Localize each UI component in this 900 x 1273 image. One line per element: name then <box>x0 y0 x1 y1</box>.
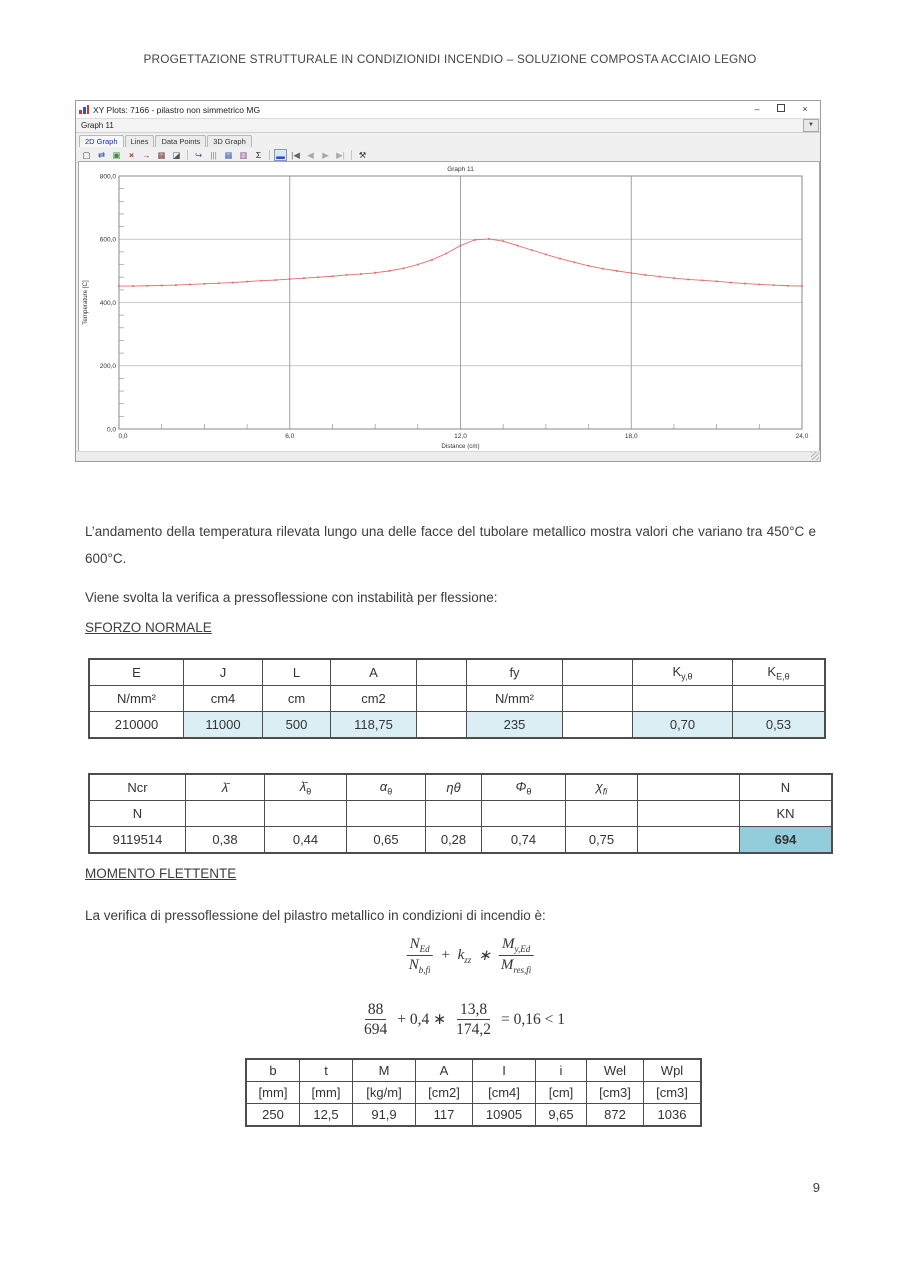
cell-sforzo-r2c2: 500 <box>263 712 331 739</box>
tab-lines[interactable]: Lines <box>125 135 155 147</box>
cell-sforzo-r2c3: 118,75 <box>331 712 417 739</box>
cell-profilo-r1c6: [cm3] <box>587 1082 644 1104</box>
cell-sforzo-r2c7: 0,70 <box>633 712 733 739</box>
cell-profilo-r0c0: b <box>246 1059 300 1082</box>
cell-sforzo-r1c0: N/mm² <box>89 686 184 712</box>
cell-sforzo-r1c6 <box>563 686 633 712</box>
cell-profilo-r0c5: i <box>536 1059 587 1082</box>
cell-instabilita-r2c8: 694 <box>740 827 833 854</box>
cell-instabilita-r1c0: N <box>89 801 186 827</box>
cell-sforzo-r1c1: cm4 <box>184 686 263 712</box>
svg-text:0,0: 0,0 <box>118 433 128 440</box>
plus-operator: + <box>440 947 451 964</box>
restore-button[interactable] <box>769 102 793 117</box>
save-graph-icon[interactable]: ▣ <box>112 149 121 160</box>
cell-profilo-r1c0: [mm] <box>246 1082 300 1104</box>
cell-instabilita-r0c7 <box>638 774 740 801</box>
cell-instabilita-r1c8: KN <box>740 801 833 827</box>
xy-plot-chart <box>79 162 819 453</box>
svg-text:18,0: 18,0 <box>624 433 638 440</box>
cell-instabilita-r0c4: ηθ <box>426 774 482 801</box>
cell-profilo-r2c3: 117 <box>416 1104 473 1127</box>
tools-icon[interactable]: ⚒ <box>358 149 367 160</box>
cell-instabilita-r0c1: λ̄ <box>186 774 265 801</box>
cell-profilo-r0c4: I <box>473 1059 536 1082</box>
graph-selector-dropdown-icon[interactable]: ▼ <box>803 119 819 132</box>
cell-sforzo-r0c1: J <box>184 659 263 686</box>
fraction-M: $\frac{M_{y,Ed}}{M_{res,fi}}$ <box>500 936 532 976</box>
cell-sforzo-r1c7 <box>633 686 733 712</box>
prev-point-icon[interactable]: ◀ <box>307 149 314 160</box>
svg-text:24,0: 24,0 <box>795 433 809 440</box>
formula-result: = 0,16 < 1 <box>501 1010 565 1028</box>
next-point-icon[interactable]: ▶ <box>322 149 329 160</box>
svg-text:Temperature [C]: Temperature [C] <box>82 280 89 325</box>
cell-instabilita-r2c0: 9119514 <box>89 827 186 854</box>
svg-text:12,0: 12,0 <box>454 433 467 440</box>
cell-profilo-r1c2: [kg/m] <box>353 1082 416 1104</box>
heading-sforzo-normale: SFORZO NORMALE <box>85 620 212 635</box>
cell-instabilita-r1c2 <box>265 801 347 827</box>
export-icon[interactable]: → <box>142 149 151 160</box>
cell-sforzo-r2c8: 0,53 <box>733 712 826 739</box>
cell-instabilita-r0c0: Ncr <box>89 774 186 801</box>
cell-instabilita-r1c6 <box>566 801 638 827</box>
cell-instabilita-r2c2: 0,44 <box>265 827 347 854</box>
toolbar-separator <box>187 150 188 160</box>
table-sforzo-normale <box>88 658 826 739</box>
line-mode-icon[interactable]: ▬ <box>274 149 287 161</box>
toolbar-separator <box>351 150 352 160</box>
cell-instabilita-r1c3 <box>347 801 426 827</box>
cell-sforzo-r2c5: 235 <box>467 712 563 739</box>
page-number: 9 <box>812 1180 820 1195</box>
formula-symbolic <box>406 935 535 977</box>
cell-sforzo-r0c7: $K_{y,\theta}$ <box>633 659 733 686</box>
cell-sforzo-r0c2: L <box>263 659 331 686</box>
fraction-88-694: $\frac{88}{694}$ <box>364 1001 388 1039</box>
sum-icon[interactable]: Σ <box>255 149 262 160</box>
paragraph-verifica: Viene svolta la verifica a pressoflessione con instabilità per flessione: <box>85 590 498 605</box>
cell-profilo-r1c4: [cm4] <box>473 1082 536 1104</box>
graph-tabs <box>76 133 820 147</box>
cell-instabilita-r2c5: 0,74 <box>482 827 566 854</box>
middle-operator: + 0,4 ∗ <box>397 1011 447 1029</box>
cell-instabilita-r0c8: N <box>740 774 833 801</box>
cell-sforzo-r1c2: cm <box>263 686 331 712</box>
resize-grip-icon[interactable] <box>811 452 819 460</box>
paragraph-temperature: L’andamento della temperatura rilevata lungo una delle facce del tubolare metallico mostra valori che variano tra 450°C e 600°C. <box>85 524 816 566</box>
cell-profilo-r0c6: Wel <box>587 1059 644 1082</box>
cell-profilo-r0c1: t <box>300 1059 353 1082</box>
app-icon <box>79 105 89 115</box>
fraction-N: $\frac{N_{Ed}}{N_{b,fi}}$ <box>406 935 434 977</box>
svg-text:0,0: 0,0 <box>106 426 116 434</box>
xy-plots-window <box>75 100 821 462</box>
cell-profilo-r0c2: M <box>353 1059 416 1082</box>
cell-sforzo-r2c1: 11000 <box>184 712 263 739</box>
cell-profilo-r1c7: [cm3] <box>644 1082 702 1104</box>
graph-selector[interactable]: Graph 11 <box>81 121 114 130</box>
print-preview-icon[interactable]: ◪ <box>172 149 181 160</box>
data-table-icon[interactable]: ▦ <box>224 149 233 160</box>
cell-instabilita-r0c3: $\alpha_\theta$ <box>347 774 426 801</box>
import-data-icon[interactable]: ⇄ <box>97 149 106 160</box>
cell-profilo-r2c6: 872 <box>587 1104 644 1127</box>
cell-sforzo-r1c4 <box>417 686 467 712</box>
window-status-strip <box>76 451 820 461</box>
last-point-icon[interactable]: ▶| <box>336 149 345 160</box>
svg-text:200,0: 200,0 <box>99 363 116 371</box>
new-graph-icon[interactable]: ▢ <box>82 149 91 160</box>
document-header: PROGETTAZIONE STRUTTURALE IN CONDIZIONIDI INCENDIO – SOLUZIONE COMPOSTA ACCIAIO LEGNO <box>143 52 757 66</box>
cell-sforzo-r2c4 <box>417 712 467 739</box>
svg-text:800,0: 800,0 <box>99 173 116 181</box>
cell-sforzo-r2c6 <box>563 712 633 739</box>
delete-icon[interactable]: × <box>129 149 134 160</box>
paste-icon[interactable]: ↪ <box>194 149 203 160</box>
paragraph-pressoflessione: La verifica di pressoflessione del pilastro metallico in condizioni di incendio è: <box>85 908 546 923</box>
svg-text:600,0: 600,0 <box>99 236 116 244</box>
tab-2d-graph[interactable]: 2D Graph <box>79 135 124 147</box>
svg-text:Graph 11: Graph 11 <box>447 166 474 173</box>
cell-sforzo-r2c0: 210000 <box>89 712 184 739</box>
cell-profilo-r0c7: Wpl <box>644 1059 702 1082</box>
columns-icon[interactable]: ||| <box>210 149 217 160</box>
svg-text:6,0: 6,0 <box>285 433 295 440</box>
cell-instabilita-r2c4: 0,28 <box>426 827 482 854</box>
close-button[interactable]: × <box>802 104 808 114</box>
svg-text:400,0: 400,0 <box>99 299 116 307</box>
graph-selector-row <box>76 119 820 133</box>
cell-sforzo-r0c3: A <box>331 659 417 686</box>
cell-profilo-r2c5: 9,65 <box>536 1104 587 1127</box>
cell-profilo-r2c4: 10905 <box>473 1104 536 1127</box>
cell-sforzo-r0c4 <box>417 659 467 686</box>
cell-instabilita-r2c1: 0,38 <box>186 827 265 854</box>
tab-data-points[interactable]: Data Points <box>155 135 206 147</box>
cell-instabilita-r1c4 <box>426 801 482 827</box>
cell-sforzo-r0c0: E <box>89 659 184 686</box>
first-point-icon[interactable]: |◀ <box>291 149 300 160</box>
cell-profilo-r0c3: A <box>416 1059 473 1082</box>
cell-instabilita-r0c5: $\Phi_\theta$ <box>482 774 566 801</box>
cell-profilo-r2c2: 91,9 <box>353 1104 416 1127</box>
cell-instabilita-r0c6: $\chi_{fi}$ <box>566 774 638 801</box>
cell-instabilita-r1c7 <box>638 801 740 827</box>
cell-instabilita-r2c7 <box>638 827 740 854</box>
cell-profilo-r1c5: [cm] <box>536 1082 587 1104</box>
copy-graph-icon[interactable]: ▦ <box>157 149 166 160</box>
tab-3d-graph[interactable]: 3D Graph <box>207 135 252 147</box>
times-operator: ∗ <box>478 948 491 965</box>
kzz-term: $k_{zz}$ <box>457 946 472 965</box>
cell-instabilita-r1c5 <box>482 801 566 827</box>
restore-icon <box>777 104 785 112</box>
cell-sforzo-r0c8: $K_{E,\theta}$ <box>733 659 826 686</box>
cell-profilo-r2c7: 1036 <box>644 1104 702 1127</box>
heading-momento-flettente: MOMENTO FLETTENTE <box>85 866 237 881</box>
cell-sforzo-r1c8 <box>733 686 826 712</box>
toolbar-separator <box>269 150 270 160</box>
fraction-138-1742: $\frac{13,8}{174,2}$ <box>456 1001 491 1039</box>
cell-instabilita-r1c1 <box>186 801 265 827</box>
bar-chart-icon[interactable]: ▥ <box>239 149 248 160</box>
window-title: XY Plots: 7166 - pilastro non simmetrico MG <box>93 104 261 115</box>
cell-instabilita-r2c3: 0,65 <box>347 827 426 854</box>
table-profilo <box>245 1058 702 1127</box>
cell-profilo-r1c3: [cm2] <box>416 1082 473 1104</box>
cell-instabilita-r2c6: 0,75 <box>566 827 638 854</box>
cell-profilo-r2c0: 250 <box>246 1104 300 1127</box>
cell-sforzo-r0c6 <box>563 659 633 686</box>
svg-text:Distance (cm): Distance (cm) <box>441 443 480 450</box>
cell-profilo-r2c1: 12,5 <box>300 1104 353 1127</box>
formula-numeric <box>361 1000 565 1040</box>
cell-sforzo-r1c3: cm2 <box>331 686 417 712</box>
cell-sforzo-r1c5: N/mm² <box>467 686 563 712</box>
window-titlebar[interactable] <box>76 101 820 119</box>
cell-sforzo-r0c5: fy <box>467 659 563 686</box>
graph-plot-area <box>78 161 820 454</box>
cell-instabilita-r0c2: $\lambdā_\theta$ <box>265 774 347 801</box>
cell-profilo-r1c1: [mm] <box>300 1082 353 1104</box>
table-instabilita <box>88 773 833 854</box>
minimize-button[interactable]: – <box>754 104 760 114</box>
